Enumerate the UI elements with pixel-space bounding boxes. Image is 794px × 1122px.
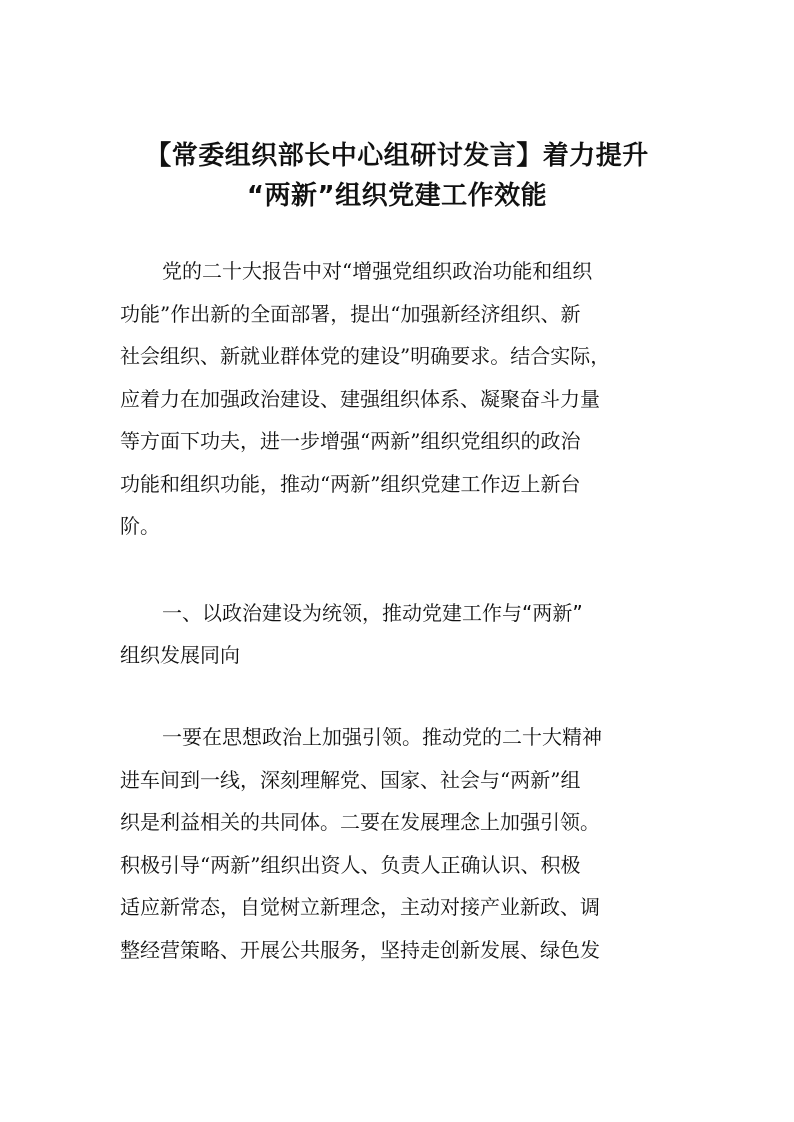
section-1-paragraph bbox=[120, 716, 680, 971]
section-1-heading-line-2: 组织发展同向 bbox=[120, 643, 240, 667]
section-1-heading bbox=[120, 592, 680, 676]
section-1-line-4: 积极引导“两新”组织出资人、负责人正确认识、积极 bbox=[120, 852, 581, 877]
intro-line-3: 社会组织、新就业群体党的建设”明确要求。结合实际， bbox=[120, 344, 611, 368]
intro-line-6: 功能和组织功能，推动“两新”组织党建工作迈上新台 bbox=[120, 471, 581, 496]
section-1-line-6: 整经营策略、开展公共服务，坚持走创新发展、绿色发 bbox=[120, 937, 600, 962]
title-line-1: 【常委组织部长中心组研讨发言】着力提升 bbox=[145, 141, 649, 171]
section-1-line-3: 织是利益相关的共同体。二要在发展理念上加强引领。 bbox=[120, 810, 600, 834]
intro-line-1: 党的二十大报告中对“增强党组织政治功能和组织 bbox=[162, 259, 593, 283]
section-1-line-5: 适应新常态，自觉树立新理念，主动对接产业新政、调 bbox=[120, 895, 600, 919]
intro-line-7: 阶。 bbox=[120, 514, 160, 538]
title-line-2: “两新”组织党建工作效能 bbox=[246, 181, 548, 211]
document-title bbox=[100, 136, 694, 216]
section-1-heading-line-1: 一、以政治建设为统领，推动党建工作与“两新” bbox=[162, 601, 583, 625]
intro-paragraph bbox=[120, 250, 680, 548]
section-1-line-1: 一要在思想政治上加强引领。推动党的二十大精神 bbox=[162, 725, 602, 749]
intro-line-5: 等方面下功夫，进一步增强“两新”组织党组织的政治 bbox=[120, 429, 581, 453]
section-1-line-2: 进车间到一线，深刻理解党、国家、社会与“两新”组 bbox=[120, 767, 581, 792]
intro-line-2: 功能”作出新的全面部署，提出“加强新经济组织、新 bbox=[120, 301, 581, 326]
intro-line-4: 应着力在加强政治建设、建强组织体系、凝聚奋斗力量 bbox=[120, 386, 600, 411]
